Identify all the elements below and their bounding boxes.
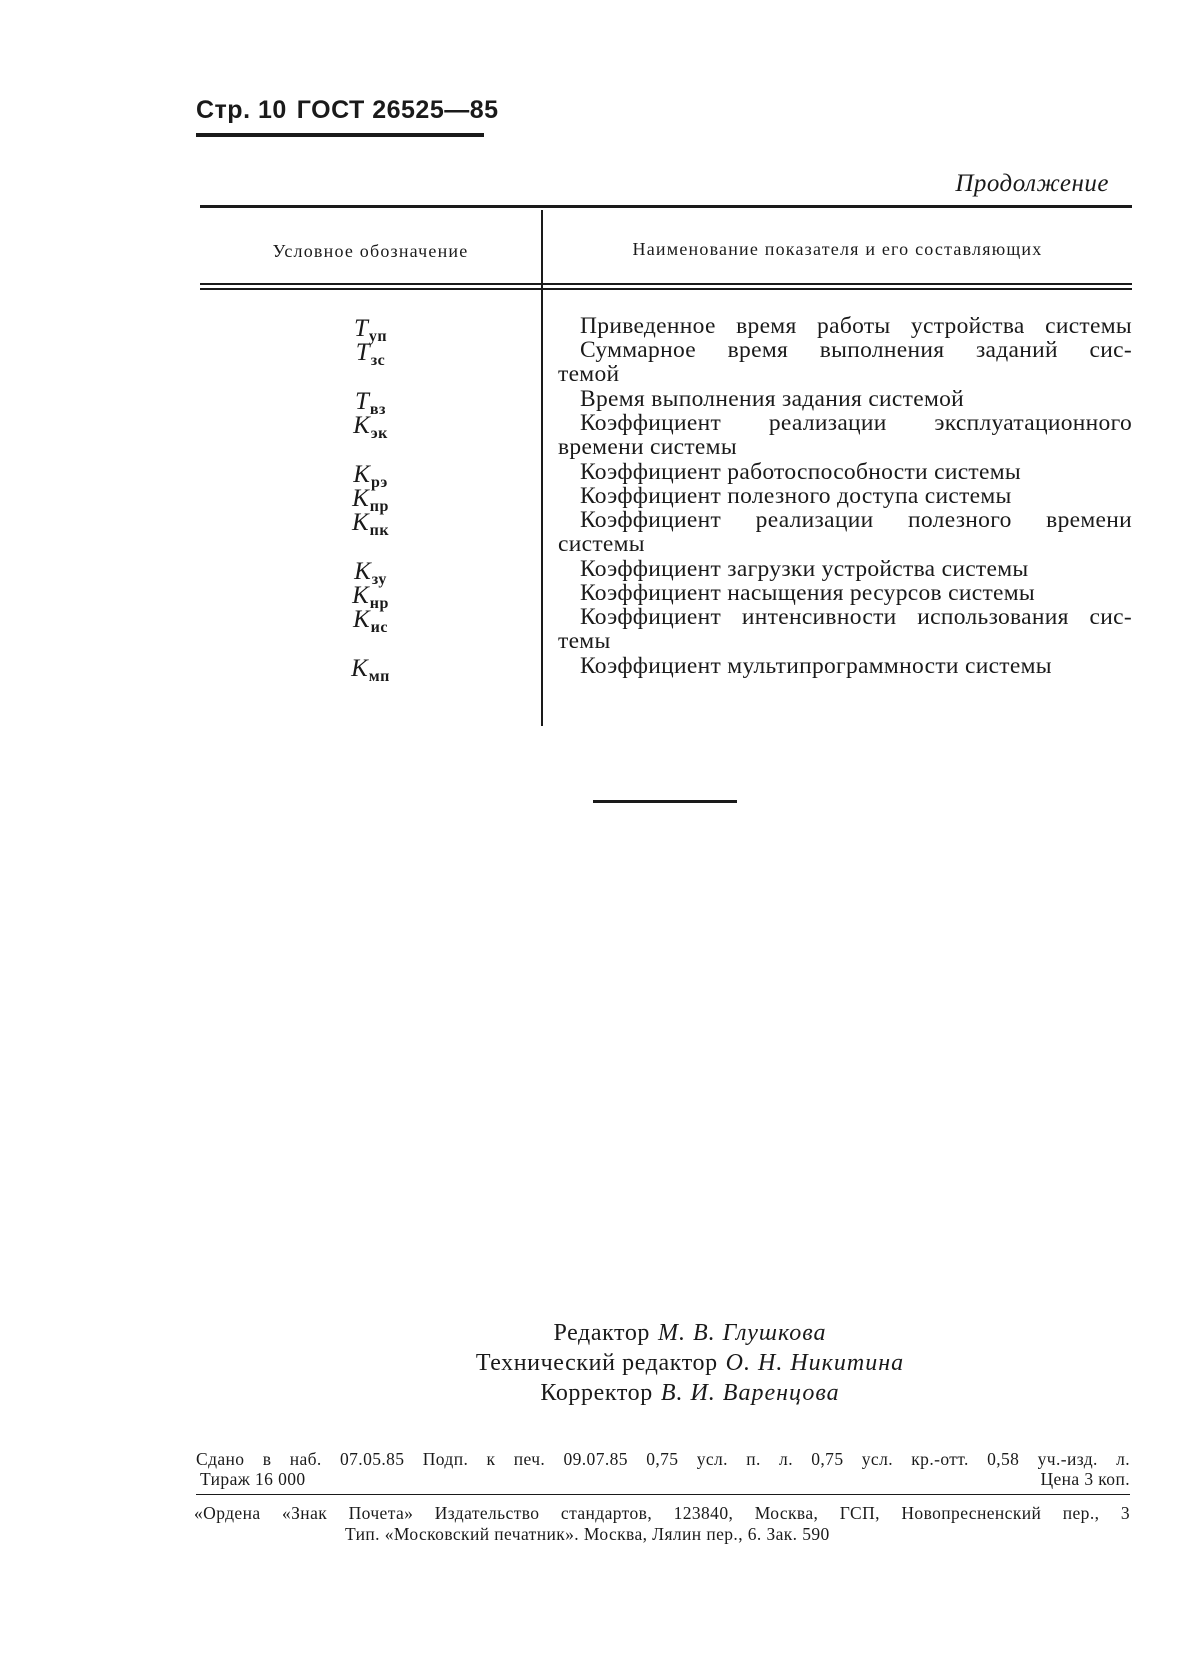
page-header (196, 96, 499, 125)
table-row-name: Коэффициент насыщения ресурсов системы (580, 580, 1036, 606)
table-row-name: Время выполнения задания системой (580, 386, 965, 412)
table-row-symbol: $K_{пр}$ (352, 485, 389, 515)
table-row-symbol: $K_{мп}$ (351, 655, 390, 685)
table-header-rule (200, 283, 1132, 285)
table-row-name: Коэффициент реализации полезного времени системы (558, 507, 1132, 557)
standard-code: ГОСТ 26525—85 (296, 96, 499, 124)
table-row-symbol: $T_{уп}$ (353, 315, 388, 345)
table-row-symbol: $K_{зу}$ (354, 558, 387, 588)
credit-technical-editor: Технический редактор О. Н. Никитина (475, 1350, 905, 1376)
table-row-symbol: $K_{рэ}$ (353, 461, 388, 491)
table-row-name: Коэффициент мультипрограммности системы (580, 653, 1052, 679)
credit-editor: Редактор М. В. Глушкова (553, 1320, 827, 1346)
table-row-symbol: $K_{пк}$ (351, 509, 390, 539)
table-row-name: Коэффициент загрузки устройства системы (580, 556, 1029, 582)
table-row-name: Коэффициент полезного доступа системы (580, 483, 1012, 509)
table-row-symbol: $K_{эк}$ (353, 412, 388, 442)
table-top-rule (200, 205, 1132, 208)
credit-proofreader: Корректор В. И. Варенцова (540, 1380, 840, 1406)
table-row-name: Коэффициент интенсивности использования сис- темы (558, 604, 1132, 654)
table-column-divider (541, 210, 543, 726)
column-header-symbol: Условное обозначение (272, 241, 469, 261)
table-row-name: Суммарное время выполнения заданий сис- темой (558, 337, 1132, 387)
imprint-publisher: «Ордена «Знак Почета» Издательство стандартов, 123840, Москва, ГСП, Новопресненский пер., 3 (194, 1503, 1130, 1523)
table-row-symbol: $K_{нр}$ (352, 582, 389, 612)
header-rule (196, 133, 484, 137)
imprint-rule (196, 1494, 1130, 1495)
page-number: Стр. 10 (196, 96, 287, 124)
end-of-text-rule (593, 800, 737, 803)
table-row-name: Приведенное время работы устройства системы (580, 313, 1132, 339)
column-header-name: Наименование показателя и его составляющих (632, 239, 1043, 259)
continuation-label: Продолжение (955, 170, 1109, 197)
table-header-rule-double (200, 288, 1132, 290)
imprint-price: Цена 3 коп. (1040, 1469, 1130, 1489)
table-row-symbol: $K_{ис}$ (352, 606, 388, 636)
table-row-name: Коэффициент реализации эксплуатационного времени системы (558, 410, 1132, 460)
imprint-circulation: Тираж 16 000 (200, 1469, 306, 1489)
imprint-print-details: Сдано в наб. 07.05.85 Подп. к печ. 09.07.85 0,75 усл. п. л. 0,75 усл. кр.-отт. 0,58 уч.-изд. л. (196, 1449, 1130, 1469)
table-row-symbol: $T_{зс}$ (355, 339, 386, 369)
table-row-name: Коэффициент работоспособности системы (580, 459, 1021, 485)
imprint-printer: Тип. «Московский печатник». Москва, Лялин пер., 6. Зак. 590 (345, 1524, 830, 1544)
table-row-symbol: $T_{вз}$ (355, 388, 386, 418)
